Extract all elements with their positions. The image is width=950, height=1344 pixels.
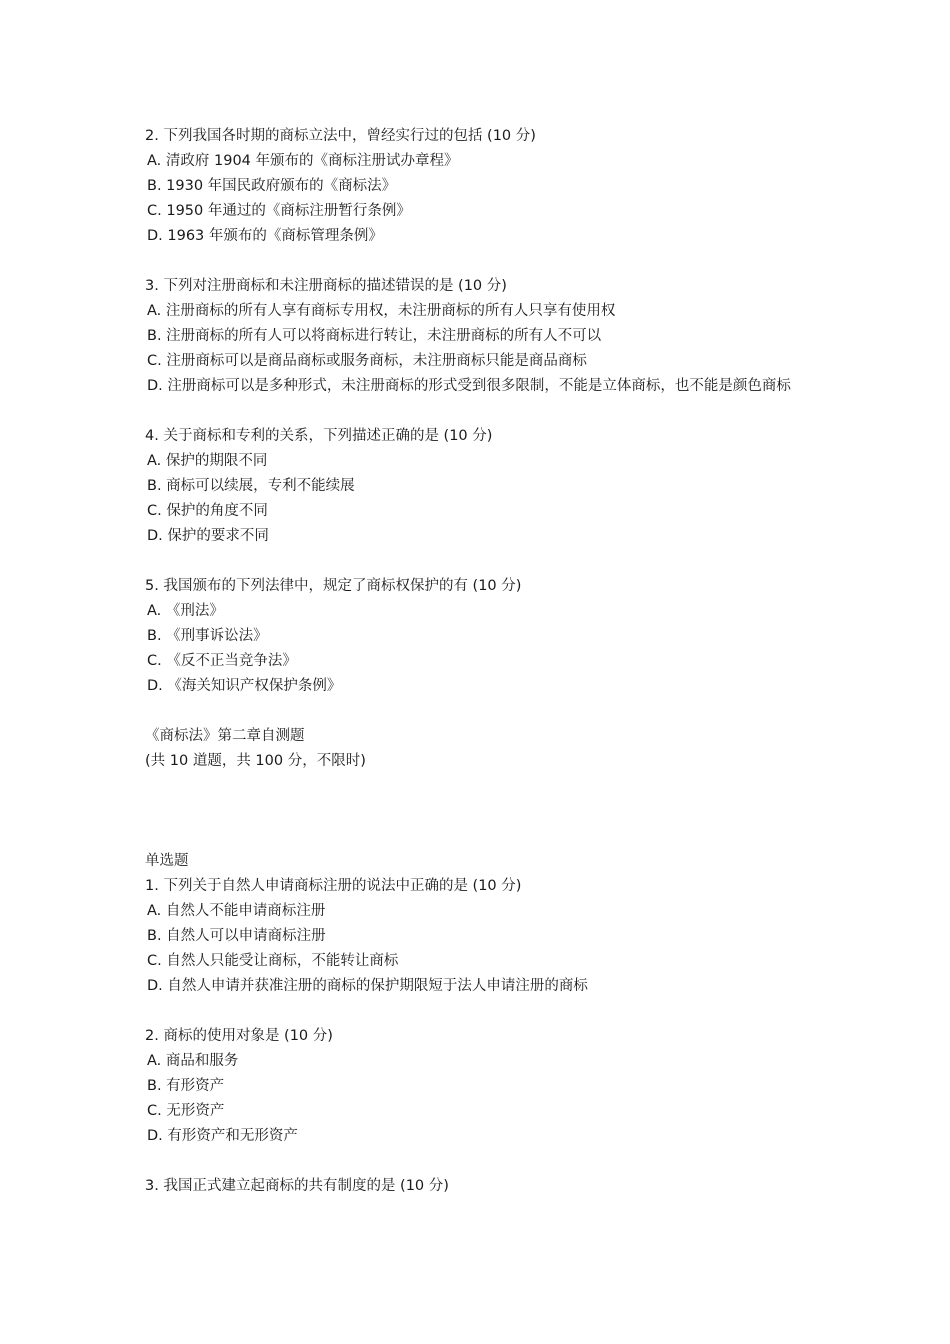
option-d: D. 注册商标可以是多种形式，未注册商标的形式受到很多限制，不能是立体商标，也不能是颜色商标: [147, 378, 791, 394]
question-block: [145, 1024, 825, 1149]
option-c: C. 自然人只能受让商标，不能转让商标: [147, 953, 399, 969]
option-d: D. 1963 年颁布的《商标管理条例》: [147, 228, 383, 244]
question-block: [145, 424, 825, 549]
option-d: D. 《海关知识产权保护条例》: [147, 678, 342, 694]
section-heading: 单选题: [145, 853, 189, 869]
question-block: [145, 124, 825, 249]
question-text: 3. 我国正式建立起商标的共有制度的是 (10 分): [145, 1178, 449, 1194]
option-a: A. 自然人不能申请商标注册: [147, 903, 326, 919]
option-b: B. 自然人可以申请商标注册: [147, 928, 326, 944]
question-text: 1. 下列关于自然人申请商标注册的说法中正确的是 (10 分): [145, 878, 522, 894]
option-a: A. 《刑法》: [147, 603, 224, 619]
question-text: 4. 关于商标和专利的关系，下列描述正确的是 (10 分): [145, 428, 493, 444]
option-b: B. 有形资产: [147, 1078, 225, 1094]
option-c: C. 1950 年通过的《商标注册暂行条例》: [147, 203, 411, 219]
question-text: 5. 我国颁布的下列法律中，规定了商标权保护的有 (10 分): [145, 578, 522, 594]
option-b: B. 注册商标的所有人可以将商标进行转让，未注册商标的所有人不可以: [147, 328, 602, 344]
question-text: 2. 商标的使用对象是 (10 分): [145, 1028, 333, 1044]
option-b: B. 1930 年国民政府颁布的《商标法》: [147, 178, 397, 194]
option-d: D. 保护的要求不同: [147, 528, 269, 544]
question-block: [145, 574, 825, 699]
option-a: A. 保护的期限不同: [147, 453, 268, 469]
option-d: D. 有形资产和无形资产: [147, 1128, 298, 1144]
question-block: [145, 874, 825, 999]
option-c: C. 无形资产: [147, 1103, 225, 1119]
question-block: [145, 274, 825, 399]
quiz-meta: (共 10 道题，共 100 分，不限时): [145, 753, 366, 769]
option-d: D. 自然人申请并获准注册的商标的保护期限短于法人申请注册的商标: [147, 978, 588, 994]
question-text: 2. 下列我国各时期的商标立法中，曾经实行过的包括 (10 分): [145, 128, 536, 144]
document-page: [145, 124, 825, 1199]
quiz-title: 《商标法》第二章自测题: [145, 728, 305, 744]
option-a: A. 清政府 1904 年颁布的《商标注册试办章程》: [147, 153, 459, 169]
option-b: B. 商标可以续展，专利不能续展: [147, 478, 355, 494]
option-a: A. 商品和服务: [147, 1053, 239, 1069]
option-a: A. 注册商标的所有人享有商标专用权，未注册商标的所有人只享有使用权: [147, 303, 616, 319]
option-c: C. 《反不正当竞争法》: [147, 653, 297, 669]
option-b: B. 《刑事诉讼法》: [147, 628, 268, 644]
question-text: 3. 下列对注册商标和未注册商标的描述错误的是 (10 分): [145, 278, 507, 294]
option-c: C. 保护的角度不同: [147, 503, 268, 519]
option-c: C. 注册商标可以是商品商标或服务商标，未注册商标只能是商品商标: [147, 353, 587, 369]
